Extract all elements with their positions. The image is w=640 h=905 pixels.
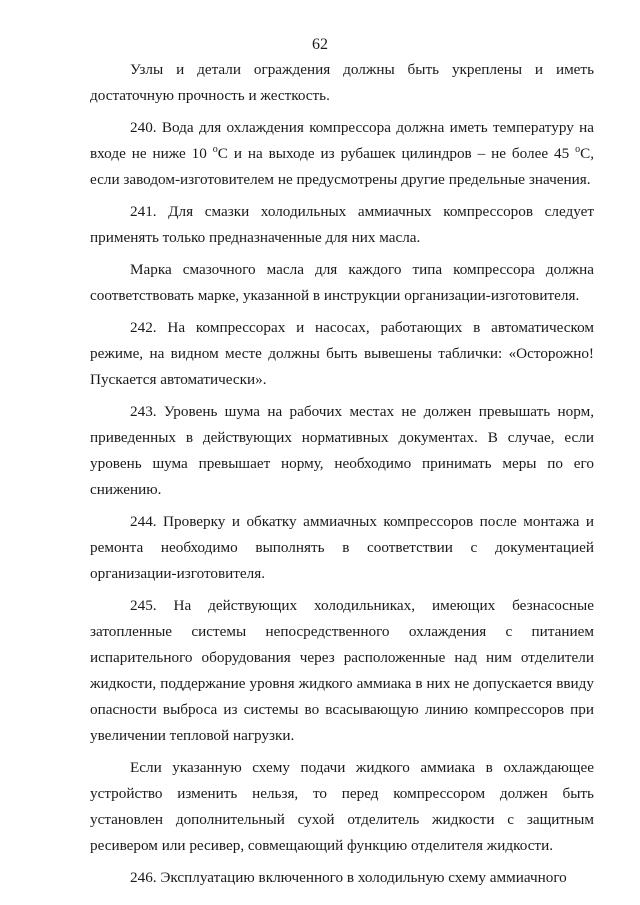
paragraph-245: 245. На действующих холодильниках, имеющих безнасосные затопленные системы непосредственного охлаждения с питанием испарительного оборудования через расположенные над ним отделители жидкости, поддержание уровня жидкого аммиака в них не допускается ввиду опасности выброса из системы во всасывающую линию компрессоров при увеличении тепловой нагрузки. (90, 597, 594, 744)
paragraph-240 (90, 115, 594, 193)
degree-symbol: o (212, 143, 218, 155)
paragraph-240-part3: С, если заводом-изготовителем не предусмотрены другие предельные значения. (90, 145, 595, 188)
paragraph-244: 244. Проверку и обкатку аммиачных компрессоров после монтажа и ремонта необходимо выполнять в соответствии с документацией организации-изготовителя. (90, 513, 594, 582)
paragraph-240-part2: С и на выходе из рубашек цилиндров – не более 45 (217, 145, 576, 162)
paragraph-243: 243. Уровень шума на рабочих местах не должен превышать норм, приведенных в действующих нормативных документах. В случае, если уровень шума превышает норму, необходимо принимать меры по его снижению. (90, 403, 594, 498)
degree-symbol: o (575, 143, 581, 155)
paragraph-241: 241. Для смазки холодильных аммиачных компрессоров следует применять только предназначенные для них масла. (90, 203, 594, 246)
paragraph-242: 242. На компрессорах и насосах, работающих в автоматическом режиме, на видном месте должны быть вывешены таблички: «Осторожно! Пускается автоматически». (90, 319, 594, 388)
page-number: 62 (312, 36, 328, 53)
paragraph-240-part1: 240. Вода для охлаждения компрессора должна иметь температуру на входе не ниже 10 (90, 119, 594, 162)
paragraph-241-oil-grade: Марка смазочного масла для каждого типа компрессора должна соответствовать марке, указанной в инструкции организации-изготовителя. (90, 261, 594, 304)
paragraph-246: 246. Эксплуатацию включенного в холодильную схему аммиачного (130, 869, 567, 886)
paragraph-guard-parts: Узлы и детали ограждения должны быть укреплены и иметь достаточную прочность и жесткость. (90, 61, 594, 104)
document-body (90, 57, 594, 891)
paragraph-245-alternative: Если указанную схему подачи жидкого аммиака в охлаждающее устройство изменить нельзя, то перед компрессором должен быть установлен дополнительный сухой отделитель жидкости с защитным ресивером или ресивер, совмещающий функцию отделителя жидкости. (90, 759, 594, 854)
